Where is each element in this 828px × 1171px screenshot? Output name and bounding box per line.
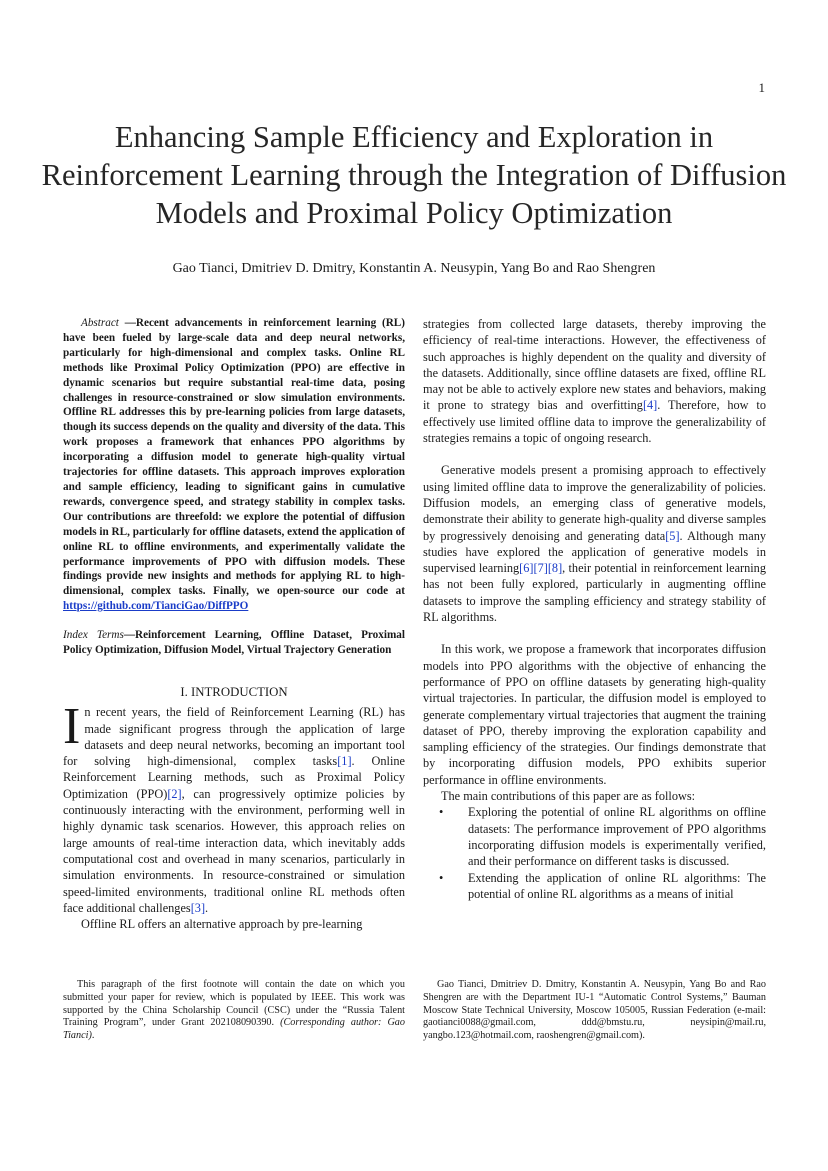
citation-link[interactable]: [1] — [337, 754, 352, 769]
abstract-lead: Abstract — [81, 317, 119, 329]
citation-link[interactable]: [2] — [167, 786, 182, 801]
footnote-text: . — [91, 1030, 95, 1042]
intro-text: n recent years, the field of Reinforcement Learning (RL) has made significant progress through the application of large datasets and deep neural networks, becoming an important tool for solving high-dimensional, complex tasks — [63, 705, 405, 769]
body-text: , their potential in reinforcement learning has not been fully explored, particularly in augmenting offline datasets to improve the sampling efficiency and strategy stability of RL algorithms. — [423, 561, 766, 625]
list-item-text: Exploring the potential of online RL algorithms on offline datasets: The performance improvement of PPO algorithms incorporating diffusion models is experimentally verified, and their performance on different tasks is discussed. — [468, 805, 766, 869]
right-paragraph-2 — [423, 462, 766, 625]
citation-link[interactable]: [3] — [190, 900, 206, 915]
bullet-icon: • — [439, 805, 444, 820]
footnote-funding — [63, 979, 405, 1043]
right-paragraph-4: The main contributions of this paper are as follows: — [441, 789, 696, 804]
corresponding-author: (Corresponding author: Gao Tianci) — [63, 1017, 405, 1042]
index-terms-text: —Reinforcement Learning, Offline Dataset, Proximal Policy Optimization, Diffusion Model, Virtual Trajectory Generation — [63, 629, 405, 657]
intro-paragraph-2: Offline RL offers an alternative approach by pre-learning — [81, 917, 363, 932]
intro-text: , can progressively optimize policies by continuously interacting with the environment, performing well in highly dynamic task scenarios. However, this approach relies on large amounts of real-time interaction data, which inevitably adds computational cost and overhead in many scenarios, particularly in simulation environments. In resource-constrained or simulation speed-limited environments, traditional online RL methods often face additional challenges — [63, 786, 405, 915]
author-list: Gao Tianci, Dmitriev D. Dmitry, Konstantin A. Neusypin, Yang Bo and Rao Shengren — [172, 261, 656, 276]
intro-paragraph-1 — [63, 698, 405, 916]
paper-title: Enhancing Sample Efficiency and Exploration in Reinforcement Learning through the Integration of Diffusion Models and Proximal Policy Optimization — [41, 120, 787, 230]
citation-link[interactable]: [6][7][8] — [519, 561, 563, 576]
list-item-text: Extending the application of online RL algorithms: The potential of online RL algorithms as a means of initial — [468, 870, 766, 901]
left-column — [63, 316, 405, 932]
contributions-list — [423, 804, 766, 902]
body-text: . Although many studies have explored the application of generative models in supervised learning — [423, 528, 766, 576]
right-column — [423, 316, 766, 902]
introduction-body — [63, 698, 405, 932]
footnote-left — [63, 979, 405, 1043]
footnote-affiliation: Gao Tianci, Dmitriev D. Dmitry, Konstantin A. Neusypin, Yang Bo and Rao Shengren are with the Department IU-1 “Automatic Control Systems,” Bauman Moscow State Technical University, Moscow 105005, Russian Federation (e-mail: gaotianci0088@gmail.com, ddd@bmstu.ru, neysipin@mail.ru, yangbo.123@hotmail.com, raoshengren@gmail.com). — [423, 979, 766, 1042]
footnote-text: This paragraph of the first footnote will contain the date on which you submitted your paper for review, which is populated by IEEE. This work was supported by the China Scholarship Council (CSC) under the “Russia Talent Training Program”, under Grant 202108090390. — [63, 979, 405, 1029]
abstract — [63, 316, 405, 614]
bullet-icon: • — [439, 870, 444, 885]
intro-text: . Online Reinforcement Learning methods, such as Proximal Policy Optimization (PPO) — [63, 754, 405, 801]
body-text: Generative models present a promising approach to effectively using limited offline data to improve the generalizability of policies. Diffusion models, an emerging class of generative models, demonstrate their ability to generate high-quality and diverse samples by progressively denoising and generating data — [423, 463, 766, 543]
page-number: 1 — [758, 80, 765, 95]
body-text: strategies from collected large datasets, thereby improving the efficiency of real-time interactions. However, the effectiveness of such approaches is highly dependent on the quality and diversity of the datasets. Additionally, since offline datasets are fixed, offline RL may not be able to actively explore new states and behaviors, making it prone to strategy bias and overfitting — [423, 317, 766, 413]
index-terms-lead: Index Terms — [63, 629, 124, 642]
footnote-right — [423, 979, 766, 1043]
abstract-text: —Recent advancements in reinforcement learning (RL) have been fueled by large-scale data and deep neural networks, particularly for high-dimensional and complex tasks. Online RL methods like Proximal Policy Optimization (PPO) are effective in dynamic scenarios but require substantial real-time data, posing challenges in resource-constrained or slow simulation environments. Offline RL addresses this by pre-learning policies from large datasets, though its success depends on the quality and diversity of the data. This work proposes a framework that enhances PPO algorithms by incorporating a diffusion model to generate high-quality virtual trajectories for offline datasets. This approach improves exploration and sample efficiency, leading to significant gains in cumulative rewards, convergence speed, and strategy stability in complex tasks. Our contributions are threefold: we explore the potential of diffusion models in RL, particularly for offline datasets, extend the application of online RL to offline environments, and experimentally validate the performance improvements of PPO with diffusion models. These findings provide new insights and methods for applying RL to high-dimensional, complex tasks. Finally, we open-source our code at — [63, 317, 405, 598]
code-link[interactable]: https://github.com/TianciGao/DiffPPO — [63, 600, 249, 613]
section-heading-introduction: I. INTRODUCTION — [180, 684, 288, 699]
right-paragraph-3: In this work, we propose a framework that incorporates diffusion models into PPO algorithms with the objective of enhancing the performance of PPO on offline datasets by generating high-quality virtual trajectories. In particular, the diffusion model is employed to generate complementary virtual trajectories that augment the training dataset of PPO, thereby improving the exploration capability and sampling efficiency of the strategies. Our findings demonstrate that by incorporating diffusion models, PPO exhibits superior performance in offline environments. — [423, 642, 766, 787]
list-item — [423, 870, 766, 903]
citation-link[interactable]: [4] — [642, 398, 658, 413]
drop-cap: I — [63, 698, 81, 756]
intro-text: . — [205, 900, 209, 915]
right-paragraph-1 — [423, 316, 766, 446]
citation-link[interactable]: [5] — [665, 528, 680, 543]
index-terms — [63, 628, 405, 658]
list-item — [423, 804, 766, 869]
body-text: . Therefore, how to effectively use limited offline data to improve the generalizability of strategies remains a topic of ongoing research. — [423, 398, 766, 446]
